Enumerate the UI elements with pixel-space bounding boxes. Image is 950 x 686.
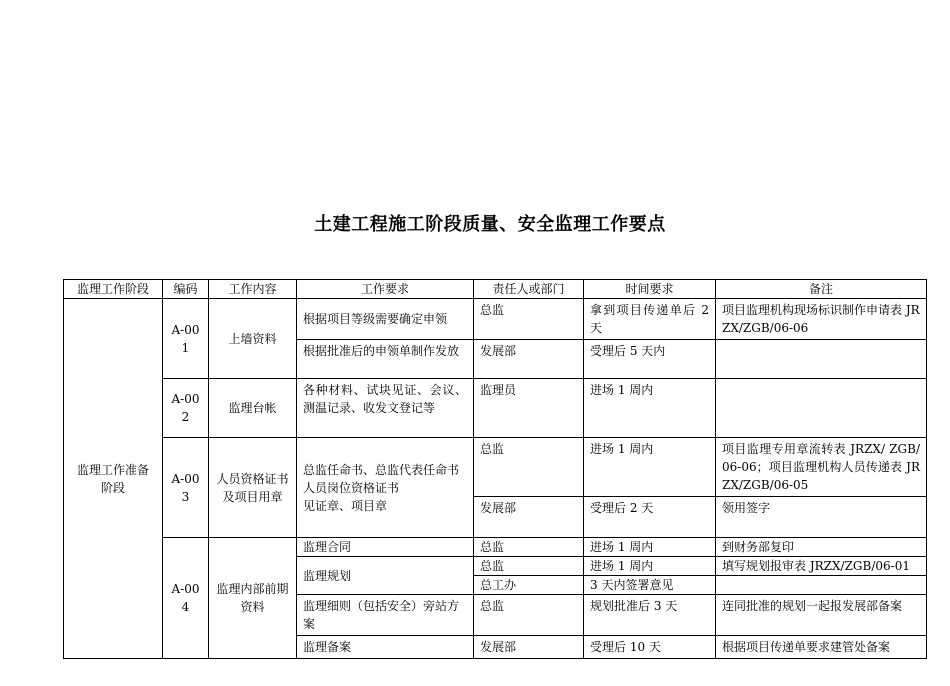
note-cell: 填写规划报审表 JRZX/ZGB/06-01 [716, 557, 927, 576]
responsible-cell: 发展部 [474, 497, 584, 538]
responsible-cell: 总监 [474, 538, 584, 557]
page-title: 土建工程施工阶段质量、安全监理工作要点 [314, 214, 666, 235]
note-cell: 领用签字 [716, 497, 927, 538]
requirement-cell [297, 438, 474, 538]
responsible-cell: 监理员 [474, 379, 584, 438]
note-cell: 项目监理专用章流转表 JRZX/ ZGB/06-06；项目监理机构人员传递表 JRZX/ZGB/06-05 [716, 438, 927, 497]
requirement-cell: 监理细则（包括安全）旁站方案 [297, 595, 474, 636]
responsible-cell: 总监 [474, 438, 584, 497]
table-row [64, 538, 927, 557]
responsible-cell: 发展部 [474, 636, 584, 659]
time-cell: 进场 1 周内 [584, 557, 716, 576]
content-cell: 监理台帐 [209, 379, 297, 438]
note-cell [716, 576, 927, 595]
requirement-cell: 监理合同 [297, 538, 474, 557]
content-cell: 监理内部前期资料 [209, 538, 297, 659]
time-cell: 进场 1 周内 [584, 438, 716, 497]
table-row [64, 299, 927, 340]
header-cell: 编码 [163, 280, 209, 299]
note-cell: 到财务部复印 [716, 538, 927, 557]
time-cell: 受理后 5 天内 [584, 340, 716, 379]
table-row [64, 379, 927, 438]
time-cell: 受理后 2 天 [584, 497, 716, 538]
table-row [64, 438, 927, 497]
requirement-cell: 各种材料、试块见证、会议、测温记录、收发文登记等 [297, 379, 474, 438]
note-cell: 连同批准的规划一起报发展部备案 [716, 595, 927, 636]
time-cell: 进场 1 周内 [584, 538, 716, 557]
responsible-cell: 总监 [474, 557, 584, 576]
requirement-cell: 监理备案 [297, 636, 474, 659]
work-points-table [63, 279, 927, 659]
requirement-cell: 根据批准后的申领单制作发放 [297, 340, 474, 379]
header-cell: 备注 [716, 280, 927, 299]
requirement-line: 总监任命书、总监代表任命书 [303, 462, 460, 477]
code-cell: A-003 [163, 438, 209, 538]
stage-cell: 监理工作准备阶段 [64, 299, 163, 659]
requirement-line: 见证章、项目章 [303, 498, 388, 513]
code-cell: A-004 [163, 538, 209, 659]
requirement-cell: 监理规划 [297, 557, 474, 595]
code-cell: A-002 [163, 379, 209, 438]
header-cell: 时间要求 [584, 280, 716, 299]
content-cell: 上墙资料 [209, 299, 297, 379]
header-cell: 监理工作阶段 [64, 280, 163, 299]
header-cell: 工作要求 [297, 280, 474, 299]
time-cell: 受理后 10 天 [584, 636, 716, 659]
responsible-cell: 总监 [474, 299, 584, 340]
responsible-cell: 发展部 [474, 340, 584, 379]
requirement-cell: 根据项目等级需要确定申领 [297, 299, 474, 340]
code-cell: A-001 [163, 299, 209, 379]
time-cell: 拿到项目传递单后 2 天 [584, 299, 716, 340]
responsible-cell: 总工办 [474, 576, 584, 595]
table-header-row [64, 280, 927, 299]
time-cell: 规划批准后 3 天 [584, 595, 716, 636]
requirement-line: 人员岗位资格证书 [303, 480, 400, 495]
responsible-cell: 总监 [474, 595, 584, 636]
note-cell [716, 379, 927, 438]
note-cell: 根据项目传递单要求建管处备案 [716, 636, 927, 659]
time-cell: 进场 1 周内 [584, 379, 716, 438]
note-cell: 项目监理机构现场标识制作申请表 JRZX/ZGB/06-06 [716, 299, 927, 340]
header-cell: 工作内容 [209, 280, 297, 299]
content-cell: 人员资格证书及项目用章 [209, 438, 297, 538]
note-cell [716, 340, 927, 379]
time-cell: 3 天内签署意见 [584, 576, 716, 595]
header-cell: 责任人或部门 [474, 280, 584, 299]
